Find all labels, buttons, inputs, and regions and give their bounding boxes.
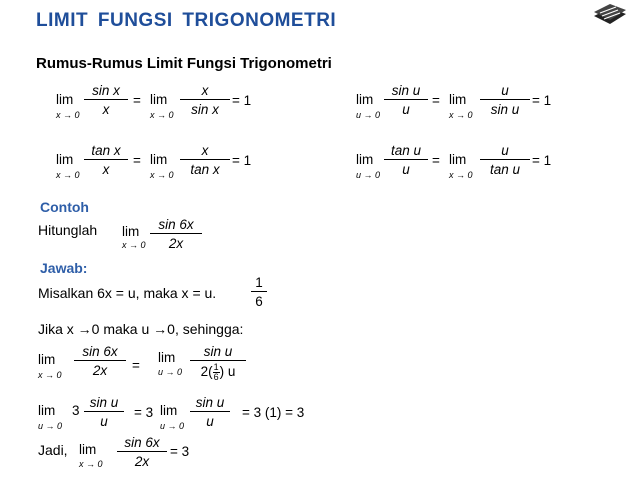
fraction: $\frac{\text{tan u}}{u}$ — [384, 143, 428, 177]
lim-subscript: u → 0 — [160, 421, 185, 431]
fraction: $\frac{\sin 6x}{2x}$ — [74, 344, 126, 378]
fraction: $\frac{u}{\text{sin u}}$ — [480, 83, 530, 117]
fraction: sin u 2( $\frac{1}{6}$ ) u — [190, 344, 246, 382]
lim-subscript: u → 0 — [158, 367, 183, 377]
lim-label: lim — [356, 92, 374, 107]
equals-one: = 1 — [532, 153, 552, 168]
coefficient: 3 — [72, 403, 80, 418]
example-prompt: Hitunglah — [38, 222, 98, 238]
fraction: $\frac{\text{tan x}}{x}$ — [84, 143, 128, 177]
conclusion-label: Jadi, — [38, 442, 68, 458]
lim-subscript: x → 0 — [56, 170, 80, 180]
lim-label: lim — [79, 442, 97, 457]
page-title: LIMIT FUNGSI TRIGONOMETRI — [36, 10, 337, 31]
fraction-one-sixth: $\frac{1}{6}$ — [251, 275, 267, 309]
lim-label: lim — [160, 403, 178, 418]
substitution-text: Misalkan 6x = u, maka x = u. — [38, 285, 217, 301]
lim-subscript: x → 0 — [150, 170, 174, 180]
lim-label: lim — [356, 152, 374, 167]
fraction: $\frac{\sin 6x}{2x}$ — [117, 435, 167, 469]
lim-subscript: x → 0 — [449, 110, 473, 120]
equals-one: = 1 — [532, 93, 552, 108]
lim-label: lim — [158, 350, 176, 365]
lim-subscript: u → 0 — [356, 170, 381, 180]
lim-subscript: x → 0 — [38, 370, 62, 380]
lim-label: lim — [150, 92, 168, 107]
lim-subscript: x → 0 — [150, 110, 174, 120]
lim-label: lim — [122, 224, 140, 239]
fraction: $\frac{\sin 6x}{2x}$ — [150, 217, 202, 251]
lim-subscript: x → 0 — [122, 240, 146, 250]
equals-sign: = — [132, 358, 140, 373]
lim-label: lim — [56, 92, 74, 107]
equals-sign: = — [133, 93, 141, 108]
lim-label: lim — [38, 352, 56, 367]
result-text: = 3 (1) = 3 — [242, 405, 305, 420]
answer-heading: Jawab: — [40, 260, 88, 276]
example-heading: Contoh — [40, 199, 89, 215]
section-subtitle: Rumus-Rumus Limit Fungsi Trigonometri — [36, 55, 332, 72]
lim-label: lim — [150, 152, 168, 167]
fraction: $\frac{x}{\text{tan x}}$ — [180, 143, 230, 177]
fraction: $\frac{x}{\text{sin x}}$ — [180, 83, 230, 117]
lim-label: lim — [449, 92, 467, 107]
lim-subscript: u → 0 — [38, 421, 63, 431]
fraction: $\frac{u}{\text{tan u}}$ — [480, 143, 530, 177]
fraction: $\frac{\text{sin u}}{u}$ — [384, 83, 428, 117]
final-result: = 3 — [170, 444, 190, 459]
equals-sign: = — [432, 93, 440, 108]
fraction: $\frac{\text{sin x}}{x}$ — [84, 83, 128, 117]
lim-label: lim — [38, 403, 56, 418]
equals-sign: = — [432, 153, 440, 168]
lim-subscript: x → 0 — [79, 459, 103, 469]
lim-subscript: u → 0 — [356, 110, 381, 120]
lim-label: lim — [449, 152, 467, 167]
lim-subscript: x → 0 — [449, 170, 473, 180]
lim-subscript: x → 0 — [56, 110, 80, 120]
condition-text: Jika x →0 maka u →0, sehingga: — [38, 321, 244, 337]
equals-one: = 1 — [232, 93, 252, 108]
equals-one: = 1 — [232, 153, 252, 168]
fraction: $\frac{\text{sin u}}{u}$ — [84, 395, 124, 429]
book-stack-logo-icon — [590, 2, 630, 33]
equals-sign: = — [133, 153, 141, 168]
lim-label: lim — [56, 152, 74, 167]
fraction: $\frac{\text{sin u}}{u}$ — [190, 395, 230, 429]
equals-three: = 3 — [134, 405, 154, 420]
